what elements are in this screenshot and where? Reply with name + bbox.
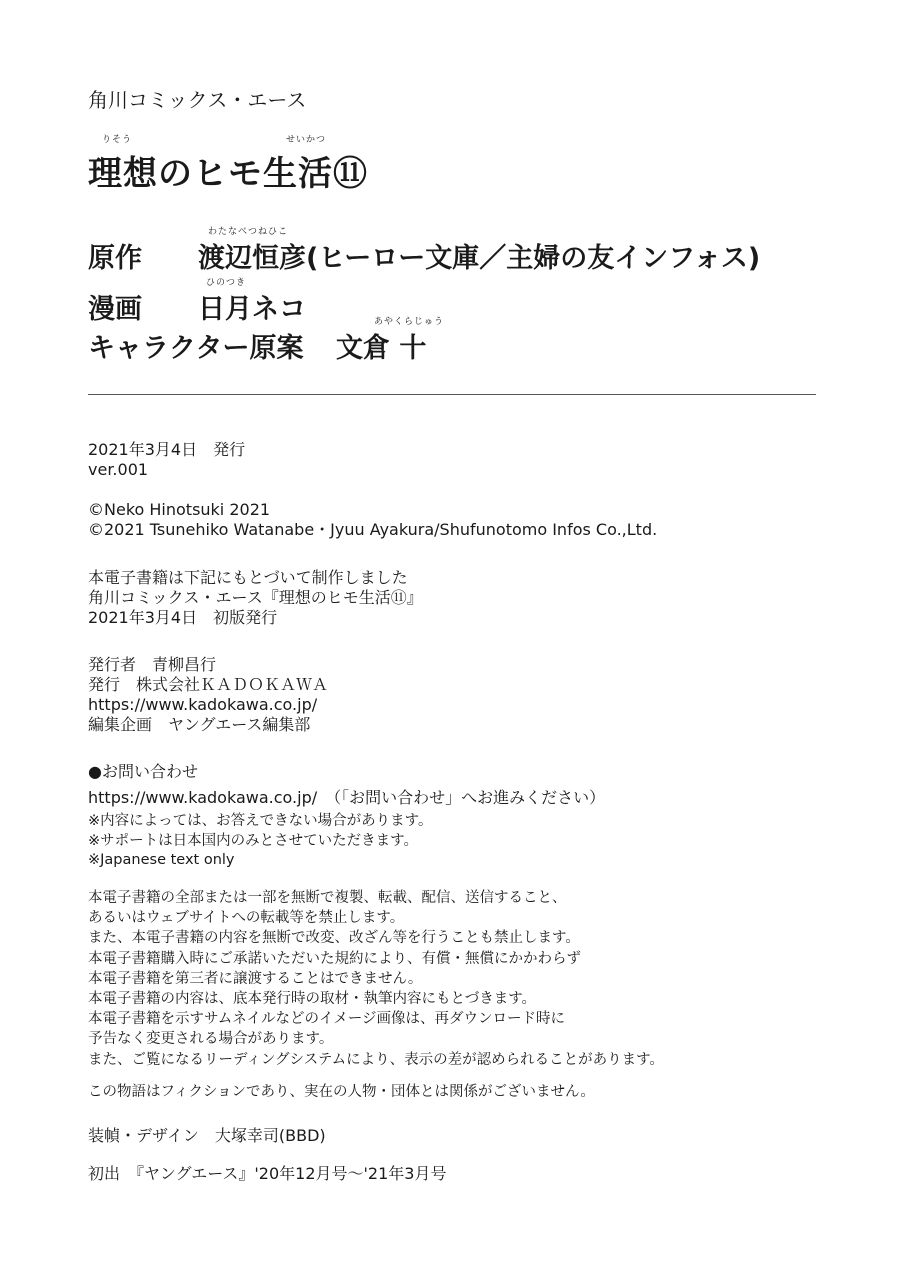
credit-role: キャラクター原案 [88, 333, 304, 364]
legal-line: 本電子書籍の内容は、底本発行時の取材・執筆内容にもとづきます。 [88, 990, 537, 1007]
credit-ruby-manga: ひのつき [206, 278, 247, 288]
credit-ruby-original: わたなべつねひこ [208, 227, 289, 237]
credit-name: 日月ネコ [198, 294, 306, 325]
credit-manga [88, 287, 306, 326]
first-appearance-text: 初出 『ヤングエース』'20年12月号〜'21年3月号 [88, 1164, 447, 1183]
divider-line [88, 394, 816, 395]
publisher-line: 編集企画 ヤングエース編集部 [88, 715, 311, 734]
source-line: 本電子書籍は下記にもとづいて制作しました [88, 568, 408, 587]
contact-note: ※内容によっては、お答えできない場合があります。 [88, 813, 433, 829]
publisher-line: 発行 株式会社ＫＡＤＯＫＡＷＡ [88, 675, 329, 694]
contact-notes [88, 812, 433, 871]
design-credit-text: 装幀・デザイン 大塚幸司(BBD) [88, 1126, 326, 1145]
credit-original [88, 236, 761, 275]
title-ruby-riso: りそう [102, 135, 133, 145]
source-line: 角川コミックス・エース『理想のヒモ生活⑪』 [88, 588, 423, 607]
contact-note: ※Japanese text only [88, 852, 235, 868]
legal-line: 本電子書籍を第三者に譲渡することはできません。 [88, 970, 423, 987]
fiction-notice-text: この物語はフィクションであり、実在の人物・団体とは関係がございません。 [88, 1084, 595, 1100]
legal-line: また、ご覧になるリーディングシステムにより、表示の差が認められることがあります。 [88, 1051, 664, 1068]
legal-line: 本電子書籍を示すサムネイルなどのイメージ画像は、再ダウンロード時に [88, 1011, 566, 1028]
publisher-block [88, 655, 328, 735]
legal-line: また、本電子書籍の内容を無断で改変、改ざん等を行うことも禁止します。 [88, 930, 580, 947]
credit-name: 文倉 十 [336, 333, 427, 364]
copyright-line: ©2021 Tsunehiko Watanabe・Jyuu Ayakura/Shufunotomo Infos Co.,Ltd. [88, 520, 658, 539]
source-line: 2021年3月4日 初版発行 [88, 608, 278, 627]
title-ruby-seikatsu: せいかつ [286, 135, 327, 145]
source-block [88, 568, 423, 628]
legal-line: 予告なく変更される場合があります。 [88, 1031, 334, 1048]
publication-date: 2021年3月4日 発行 [88, 440, 246, 459]
series-name: 角川コミックス・エース [88, 88, 307, 112]
credit-ruby-character: あやくらじゅう [374, 317, 445, 327]
publication-block [88, 440, 245, 480]
publisher-line: 発行者 青柳昌行 [88, 655, 217, 674]
contact-block [88, 762, 605, 808]
copyright-block [88, 500, 657, 540]
credit-role: 原作 [88, 243, 142, 274]
legal-line: あるいはウェブサイトへの転載等を禁止します。 [88, 910, 405, 927]
legal-line: 本電子書籍の全部または一部を無断で複製、転載、配信、送信すること、 [88, 890, 567, 906]
credit-character-design [88, 326, 427, 365]
first-appearance [88, 1164, 446, 1184]
contact-note: ※サポートは日本国内のみとさせていただきます。 [88, 832, 418, 849]
contact-heading: ●お問い合わせ [88, 762, 198, 781]
design-credit [88, 1126, 326, 1146]
legal-line: 本電子書籍購入時にご承諾いただいた規約により、有償・無償にかかわらず [88, 950, 581, 967]
credit-name: 渡辺恒彦(ヒーロー文庫／主婦の友インフォス) [198, 243, 761, 274]
book-title: 理想のヒモ生活⑪ [88, 154, 368, 194]
fiction-notice [88, 1082, 595, 1102]
version-label: ver.001 [88, 460, 149, 479]
credit-role: 漫画 [88, 294, 142, 325]
copyright-line: ©Neko Hinotsuki 2021 [88, 500, 271, 519]
legal-block [88, 888, 664, 1070]
contact-url: https://www.kadokawa.co.jp/ （「お問い合わせ」へお進みください） [88, 788, 606, 807]
publisher-url: https://www.kadokawa.co.jp/ [88, 695, 318, 714]
